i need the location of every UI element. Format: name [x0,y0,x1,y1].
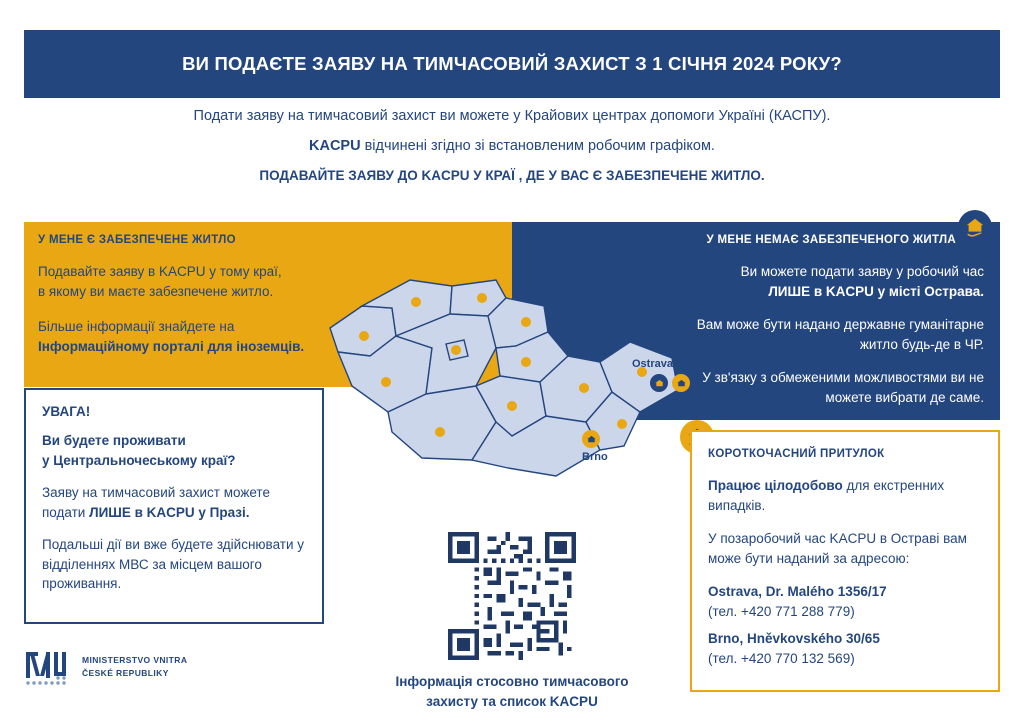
ministry-logo [24,646,187,688]
panel-left-p1-text: Подавайте заяву в KACPU у тому краї, [38,264,282,279]
czech-republic-map [300,236,720,506]
shelter-paragraph-2: У позаробочий час KACPU в Остраві вам може бути наданий за адресою: [708,531,967,566]
panel-left-p3-text: Більше інформації знайдете на [38,319,235,335]
page-title: ВИ ПОДАЄТЕ ЗАЯВУ НА ТИМЧАСОВИЙ ЗАХИСТ З 1 СІЧНЯ 2024 РОКУ? [182,53,842,74]
intro-line-2-bold: KACPU [309,138,361,154]
map-city-label-brno: Brno [582,451,608,463]
shelter-address-brno [708,629,982,668]
attention-text-2: Подальші дії ви вже будете здійснювати у відділеннях МВС за місцем вашого проживання. [42,537,305,592]
qr-caption-line-2: захисту та список KACPU [426,694,598,710]
ostrava-house-icon-gold [672,374,690,392]
intro-line-1: Подати заяву на тимчасовий захист ви можете у Крайових центрах допомоги Україні (КАСПУ). [193,108,831,124]
map-city-label-ostrava: Ostrava [632,358,673,370]
house-hand-icon [958,210,992,244]
shelter-paragraph-1 [708,476,982,515]
panel-left-paragraph-1 [38,262,338,301]
attention-text-1 [42,483,306,522]
panel-have-housing-title: У МЕНЕ Є ЗАБЕЗПЕЧЕНЕ ЖИТЛО [38,234,236,246]
brno-house-icon-gold [582,430,600,448]
shelter-address-ostrava-phone: (тел. +420 771 288 779) [708,603,855,619]
panel-right-paragraph-1 [684,262,984,301]
map-ostrava-icons [650,374,690,392]
ministry-name-line-2: ČESKÉ REPUBLIKY [82,668,169,678]
attention-title: УВАГА! [42,404,91,419]
ministry-logo-text [82,654,187,680]
attention-t1a: Заяву на тимчасовий захист можете подати [42,485,270,520]
intro-line-2-rest: відчинені згідно зі встановленим робочим графіком. [360,138,715,154]
header-band [24,30,1000,98]
shelter-address-brno-name: Brno, Hněvkovského 30/65 [708,631,880,647]
panel-no-housing-body [684,262,984,407]
panel-right-paragraph-2: Вам може бути надано державне гуманітарне житло будь-де в ЧР. [696,317,984,352]
shelter-address-ostrava [708,582,982,621]
map-brno-icons [582,430,600,448]
shelter-address-brno-phone: (тел. +420 770 132 569) [708,650,855,666]
panel-left-p2-text: в якому ви маєте забезпечене житло. [38,283,274,299]
panel-left-portal-link[interactable]: Інформаційному порталі для іноземців. [38,338,305,354]
shelter-address-ostrava-name: Ostrava, Dr. Malého 1356/17 [708,584,887,600]
shelter-title: КОРОТКОЧАСНИЙ ПРИТУЛОК [708,448,885,460]
panel-right-p1-text: Ви можете подати заяву у робочий час [740,264,984,279]
shelter-p1-bold: Працює цілодобово [708,478,843,493]
panel-no-housing-title: У МЕНЕ НЕМАЄ ЗАБЕЗПЕЧЕНОГО ЖИТЛА [706,234,956,246]
attention-box [24,388,324,624]
attention-question [42,431,306,470]
short-term-shelter-box [690,430,1000,692]
qr-caption [356,672,668,713]
panel-right-p2-text: ЛИШЕ в KACPU у місті Острава. [768,283,984,299]
ministry-name-line-1: MINISTERSTVO VNITRA [82,655,188,666]
panel-left-paragraph-2 [38,317,338,356]
intro-block [24,108,1000,183]
intro-line-2 [24,138,1000,154]
shelter-p1-rest: для екстренних випадків. [708,478,945,513]
ostrava-house-icon-blue [650,374,668,392]
attention-t1b: ЛИШЕ в KACPU у Празі. [89,504,250,520]
ministry-logo-mark [24,646,72,688]
panel-right-paragraph-3: У зв'язку з обмеженими можливостями ви не можете вибрати де саме. [702,370,984,405]
qr-caption-line-1: Інформація стосовно тимчасового [395,674,629,689]
attention-q1: Ви будете проживати [42,433,186,448]
intro-line-3: ПОДАВАЙТЕ ЗАЯВУ ДО KACPU У КРАЇ , ДЕ У ВАС Є ЗАБЕЗПЕЧЕНЕ ЖИТЛО. [259,168,765,183]
qr-code[interactable] [448,532,576,660]
attention-q2: у Центральночеському краї? [42,452,236,468]
panel-have-housing-body [38,262,338,356]
